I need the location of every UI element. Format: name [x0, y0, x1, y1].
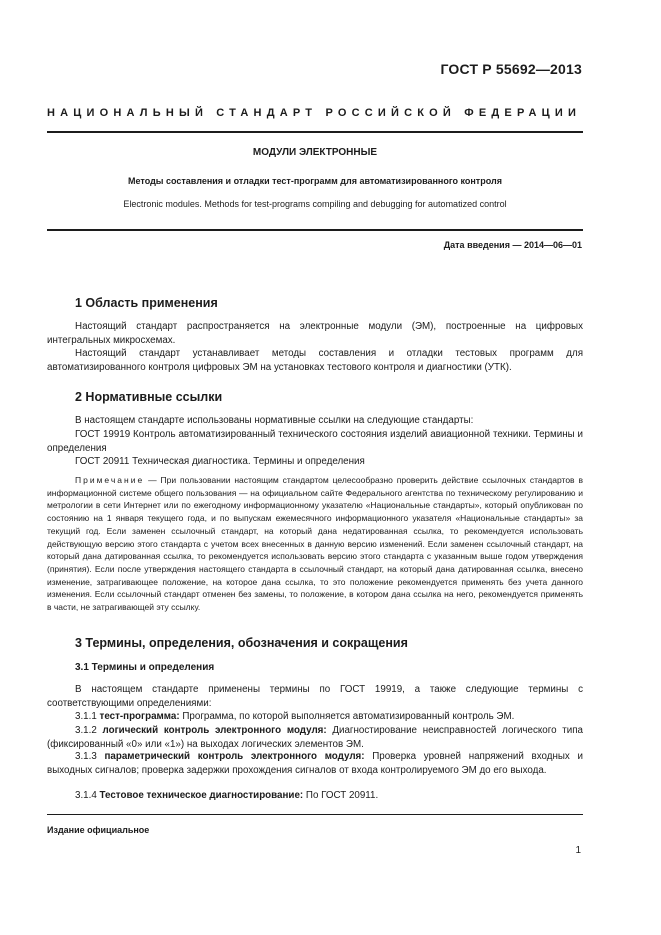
document-title: МОДУЛИ ЭЛЕКТРОННЫЕ: [252, 147, 378, 158]
section-3-paragraph-1: В настоящем стандарте применены термины по ГОСТ 19919, а также следующие термины с соответствующими определениями:: [47, 684, 583, 709]
normative-reference-1: ГОСТ 19919 Контроль автоматизированный технического состояния изделий авиационной техники. Термины и определения: [47, 429, 583, 454]
document-subtitle-ru: Методы составления и отладки тест-программ для автоматизированного контроля: [128, 176, 502, 186]
term-definition: По ГОСТ 20911.: [305, 790, 379, 801]
section-1-heading: 1 Область применения: [75, 296, 218, 310]
term-3-1-2: [47, 724, 583, 751]
term-name: параметрический контроль электронного модуля:: [104, 751, 365, 762]
reference-note: [47, 474, 583, 614]
section-2-paragraph-1: В настоящем стандарте использованы нормативные ссылки на следующие стандарты:: [75, 415, 474, 426]
section-1-paragraph-2: Настоящий стандарт устанавливает методы составления и отладки тестовых программ для автоматизированного контроля цифровых ЭМ на установках тестового контроля и диагностики (УТК).: [47, 348, 583, 373]
edition-label: Издание официальное: [47, 825, 150, 835]
term-number: 3.1.3: [75, 751, 97, 762]
section-1-paragraph-1: Настоящий стандарт распространяется на электронные модули (ЭМ), построенные на цифровых интегральных микросхемах.: [47, 321, 583, 346]
header-rule: [47, 131, 583, 133]
term-name: логический контроль электронного модуля:: [102, 725, 327, 736]
term-definition: Программа, по которой выполняется автоматизированный контроль ЭМ.: [182, 711, 515, 722]
subsection-3-1-heading: 3.1 Термины и определения: [75, 662, 215, 673]
term-3-1-1: [47, 710, 583, 724]
term-3-1-4: [47, 789, 583, 803]
section-2-heading: 2 Нормативные ссылки: [75, 390, 223, 404]
document-subtitle-en: Electronic modules. Methods for test-programs compiling and debugging for automatized control: [123, 199, 507, 209]
page-number: 1: [575, 845, 581, 856]
term-number: 3.1.4: [75, 790, 97, 801]
normative-reference-2: ГОСТ 20911 Техническая диагностика. Термины и определения: [75, 456, 365, 467]
term-name: Тестовое техническое диагностирование:: [99, 790, 304, 801]
term-name: тест-программа:: [99, 711, 180, 722]
term-number: 3.1.2: [75, 725, 97, 736]
note-text: — При пользовании настоящим стандартом целесообразно проверить действие ссылочных стандартов в информационной системе общего пользования — на официальном сайте Федерального агентства по техническому регулированию и метрологии в сети Интернет или по ежегодному информационному указателю «Национальные стандарты», который опубликован по состоянию на 1 января текущего года, и по выпускам ежемесячного информационного указателя «Национальные стандарты» за текущий год. Если заменен ссылочный стандарт, на который дана недатированная ссылка, то рекомендуется использовать действующую версию этого стандарта с учетом всех внесенных в данную версию изменений. Если заменен ссылочный стандарт, на который дана датированная ссылка, то рекомендуется использовать версию этого стандарта с указанным выше годом утверждения (принятия). Если после утверждения настоящего стандарта в ссылочный стандарт, на который дана датированная ссылка, внесено изменение, затрагивающее положение, на которое дана ссылка, то это положение рекомендуется применять без учета данного изменения. Если ссылочный стандарт отменен без замены, то положение, в котором дана ссылка на него, рекомендуется применять в части, не затрагивающей эту ссылку.: [47, 475, 583, 613]
term-3-1-3: [47, 750, 583, 777]
term-definition: Диагностирование неисправностей логического типа (фиксированный «0» или «1») на выходах логических элементов ЭМ.: [47, 725, 583, 750]
term-definition: Проверка уровней напряжений входных и выходных сигналов; проверка задержки прохождения сигналов от входа контролируемого ЭМ до его выхода.: [47, 751, 583, 776]
section-3-heading: 3 Термины, определения, обозначения и сокращения: [75, 636, 408, 650]
national-standard-banner: НАЦИОНАЛЬНЫЙ СТАНДАРТ РОССИЙСКОЙ ФЕДЕРАЦИИ: [47, 107, 582, 119]
document-number: ГОСТ Р 55692—2013: [440, 61, 582, 77]
title-rule: [47, 229, 583, 231]
note-label: Примечание: [75, 475, 145, 485]
introduction-date: Дата введения — 2014—06—01: [443, 240, 582, 250]
term-number: 3.1.1: [75, 711, 97, 722]
footer-rule: [47, 814, 583, 815]
